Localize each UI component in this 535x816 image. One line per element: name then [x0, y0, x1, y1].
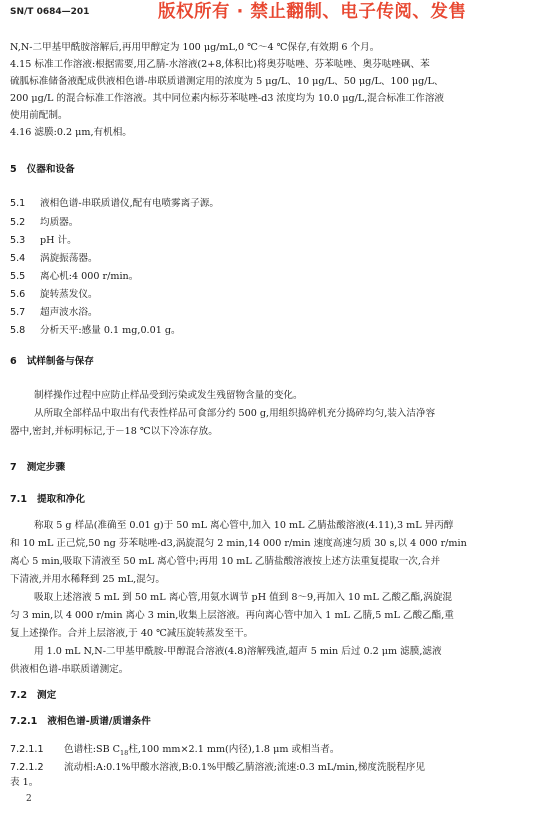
paragraph-line: 下清液,并用水稀释到 25 mL,混匀。 — [10, 574, 165, 585]
subsection-7-1-heading: 7.1 提取和净化 — [10, 494, 85, 505]
copyright-watermark: 版权所有 · 禁止翻制、电子传阅、发售 — [158, 2, 467, 22]
clause-7-2-1-1: 7.2.1.1 色谱柱:SB $C_{18}$柱,100 mm×2.1 mm(内径),1.8 μm 或相当者。 — [10, 744, 340, 757]
list-item: 5.4 涡旋振荡器。 — [10, 253, 98, 264]
clause-7-2-1-2: 7.2.1.2 流动相:A:0.1%甲酸水溶液,B:0.1%甲酸乙腈溶液;流速:0.3 mL/min,梯度洗脱程序见 — [10, 762, 425, 773]
document-id: SN/T 0684—201 — [10, 7, 90, 17]
section-title: 仪器和设备 — [26, 164, 75, 175]
paragraph-line: 从所取全部样品中取出有代表性样品可食部分约 500 g,用组织捣碎机充分捣碎均匀,装入洁净容 — [34, 408, 436, 419]
list-item: 5.1 液相色谱-串联质谱仪,配有电喷雾离子源。 — [10, 198, 219, 209]
paragraph-line: 称取 5 g 样品(准确至 0.01 g)于 50 mL 离心管中,加入 10 mL 乙腈盐酸溶液(4.11),3 mL 异丙醇 — [34, 520, 454, 531]
paragraph-line: 表 1。 — [10, 777, 39, 788]
list-item: 5.8 分析天平:感量 0.1 mg,0.01 g。 — [10, 325, 181, 336]
paragraph-line: 离心 5 min,吸取下清液至 50 mL 离心管中;再用 10 mL 乙腈盐酸溶液按上述方法重复提取一次,合并 — [10, 556, 441, 567]
section-title: 测定步骤 — [26, 462, 66, 473]
list-item: 5.5 离心机:4 000 r/min。 — [10, 271, 139, 282]
section-number: 6 — [10, 356, 17, 367]
paragraph-line: 匀 3 min,以 4 000 r/min 离心 3 min,收集上层溶液。再向离心管中加入 1 mL 乙腈,5 mL 乙酸乙酯,重 — [10, 610, 454, 621]
paragraph-line: 复上述操作。合并上层溶液,于 40 ℃减压旋转蒸发至干。 — [10, 628, 254, 639]
list-item: 5.2 均质器。 — [10, 217, 79, 228]
text-line: 4.15 标准工作溶液:根据需要,用乙腈-水溶液(2+8,体积比)将奥芬哒唑、芬苯哒唑、奥芬哒唑砜、苯 — [10, 59, 430, 70]
page-number: 2 — [26, 794, 32, 804]
list-item: 5.3 pH 计。 — [10, 235, 77, 246]
section-5-heading — [10, 165, 75, 175]
paragraph-line: 制样操作过程中应防止样品受到污染或发生残留物含量的变化。 — [34, 390, 303, 401]
text-line: 硫胍标准储备液配成供液相色谱-串联质谱测定用的浓度为 5 μg/L、10 μg/L、50 μg/L、100 μg/L、 — [10, 76, 444, 87]
paragraph-line: 用 1.0 mL N,N-二甲基甲酰胺-甲醇混合溶液(4.8)溶解残渣,超声 5 min 后过 0.2 μm 滤膜,滤液 — [34, 646, 442, 657]
text-line: 200 μg/L 的混合标准工作溶液。其中同位素内标芬苯哒唑-d3 浓度均为 10.0 μg/L,混合标准工作溶液 — [10, 93, 445, 104]
paragraph-line: 器中,密封,并标明标记,于－18 ℃以下冷冻存放。 — [10, 426, 218, 437]
subsection-7-2-1-heading: 7.2.1 液相色谱-质谱/质谱条件 — [10, 716, 151, 727]
section-number: 7 — [10, 462, 17, 473]
list-item: 5.6 旋转蒸发仪。 — [10, 289, 98, 300]
paragraph-line: 吸取上述溶液 5 mL 到 50 mL 离心管,用氨水调节 pH 值到 8～9,再加入 10 mL 乙酸乙酯,涡旋混 — [34, 592, 453, 603]
text-line: N,N-二甲基甲酰胺溶解后,再用甲醇定为 100 μg/mL,0 ℃～4 ℃保存,有效期 6 个月。 — [10, 42, 380, 53]
section-number: 5 — [10, 164, 17, 175]
paragraph-line: 供液相色谱-串联质谱测定。 — [10, 664, 129, 675]
section-7-heading — [10, 463, 65, 473]
text-line: 4.16 滤膜:0.2 μm,有机相。 — [10, 127, 132, 138]
list-item: 5.7 超声波水浴。 — [10, 307, 98, 318]
section-title: 试样制备与保存 — [26, 356, 94, 367]
paragraph-line: 和 10 mL 正己烷,50 ng 芬苯哒唑-d3,涡旋混匀 2 min,14 000 r/min 速度高速匀质 30 s,以 4 000 r/min — [10, 538, 467, 549]
section-6-heading — [10, 357, 94, 367]
subsection-7-2-heading: 7.2 测定 — [10, 690, 57, 701]
text-line: 使用前配制。 — [10, 110, 68, 121]
